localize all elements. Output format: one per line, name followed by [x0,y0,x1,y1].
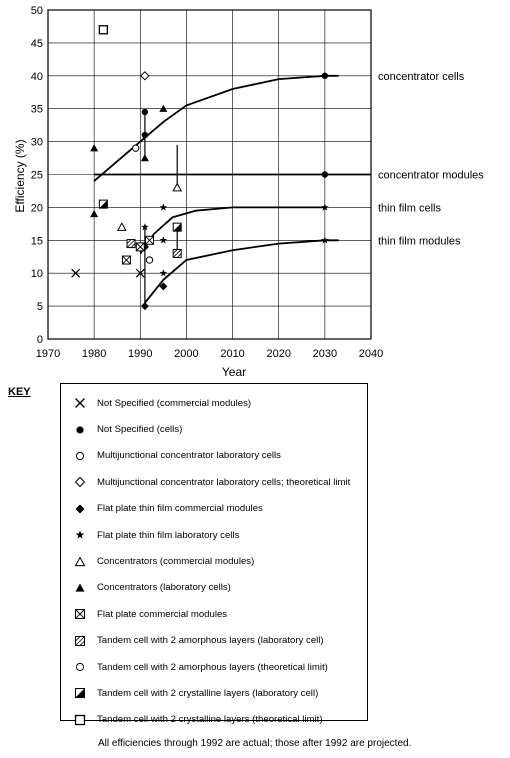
filled-circle-icon [69,423,91,437]
key-item-label: Tandem cell with 2 amorphous layers (laboratory cell) [97,635,324,647]
x-tick-label: 1990 [128,348,153,360]
open-square-icon [69,713,91,727]
marker-open-diamond [141,72,149,80]
marker-open-circle [146,257,152,263]
marker-star [160,269,168,276]
trend-line-label: thin film cells [378,202,441,215]
x-tick-label: 1980 [81,348,107,360]
marker-star [76,531,85,539]
x-icon [69,396,91,410]
open-circle-icon [69,449,91,463]
y-tick-label: 10 [30,268,43,281]
key-item-label: Concentrators (laboratory cells) [97,582,231,594]
footnote: All efficiencies through 1992 are actual; those after 1992 are projected. [98,738,412,749]
marker-open-diamond [76,478,85,487]
open-diamond-icon [69,475,91,489]
marker-open-triangle [118,223,126,230]
key-item [69,680,359,706]
x-axis-label: Year [221,365,247,379]
y-tick-label: 50 [30,5,43,17]
marker-open-square [99,26,107,34]
trend-line [94,76,339,181]
x-tick-label: 2010 [220,348,245,360]
filled-diamond-icon [69,502,91,516]
key-item-label: Flat plate commercial modules [97,608,228,620]
marker-filled-circle [322,171,328,177]
y-tick-label: 0 [36,334,43,346]
key-item [69,496,359,522]
key-item-label: Multijunctional concentrator laboratory cells [97,450,281,462]
trend-line-label: thin film modules [378,235,461,248]
box-x-icon [69,607,91,621]
marker-star [160,236,168,243]
marker-filled-circle [142,132,148,138]
y-tick-label: 5 [36,301,43,314]
axes [31,5,383,360]
key-item [69,601,359,627]
star-icon [69,528,91,542]
key-item-label: Multijunctional concentrator laboratory cells; theoretical limit [97,476,351,488]
y-tick-label: 15 [30,235,43,248]
key-item-label: Flat plate thin film laboratory cells [97,529,240,541]
marker-open-triangle [173,184,181,191]
marker-filled-circle [322,73,328,79]
key-item-label: Flat plate thin film commercial modules [97,503,263,515]
marker-filled-diamond [76,504,85,513]
marker-filled-triangle [90,144,98,151]
marker-open-square [76,715,85,724]
x-tick-label: 2030 [312,348,338,360]
marker-open-triangle [76,557,85,565]
x-tick-label: 2020 [266,348,291,360]
y-tick-label: 35 [30,103,43,116]
marker-open-circle [132,145,138,151]
key-item-label: Concentrators (commercial modules) [97,556,255,568]
key-item [69,575,359,601]
legend-box [60,383,368,726]
trend-lines [94,71,484,310]
key-item [69,548,359,574]
open-circle-icon [69,660,91,674]
key-item-label: Not Specified (cells) [97,424,183,436]
key-item [69,522,359,548]
key-item-label: Tandem cell with 2 crystalline layers (laboratory cell) [97,687,319,699]
y-tick-label: 40 [30,70,43,83]
marker-filled-circle [76,426,83,433]
marker-open-circle [76,663,83,670]
marker-open-circle [76,452,83,459]
key-item [69,469,359,495]
filled-triangle-icon [69,581,91,595]
key-item-label: Tandem cell with 2 crystalline layers (theoretical limit) [97,714,323,726]
x-tick-label: 2000 [174,348,199,360]
open-triangle-icon [69,555,91,569]
marker-x [76,399,85,408]
marker-filled-triangle [76,583,85,591]
marker-filled-triangle [141,154,149,161]
x-tick-label: 1970 [35,348,61,360]
half-box-icon [69,686,91,700]
marker-star [160,203,168,210]
key-item-label: Tandem cell with 2 amorphous layers (theoretical limit) [97,661,328,673]
box-slash-icon [69,634,91,648]
marker-filled-triangle [159,105,167,112]
trend-line-label: concentrator modules [378,169,484,182]
y-tick-label: 45 [30,37,43,50]
key-item [69,443,359,469]
marker-filled-triangle [90,210,98,217]
y-tick-label: 20 [30,202,43,215]
key-item [69,416,359,442]
y-axis-label: Efficiency (%) [13,139,27,213]
x-tick-label: 2040 [358,348,384,360]
key-item [69,654,359,680]
key-item-label: Not Specified (commercial modules) [97,397,252,409]
y-tick-label: 30 [30,136,43,149]
key-label: KEY [8,386,31,398]
key-item [69,628,359,654]
y-tick-label: 25 [30,169,43,182]
marker-filled-circle [142,109,148,115]
trend-line-label: concentrator cells [378,70,465,83]
marker-filled-diamond [141,302,149,310]
key-item [69,390,359,416]
key-item [69,707,359,733]
